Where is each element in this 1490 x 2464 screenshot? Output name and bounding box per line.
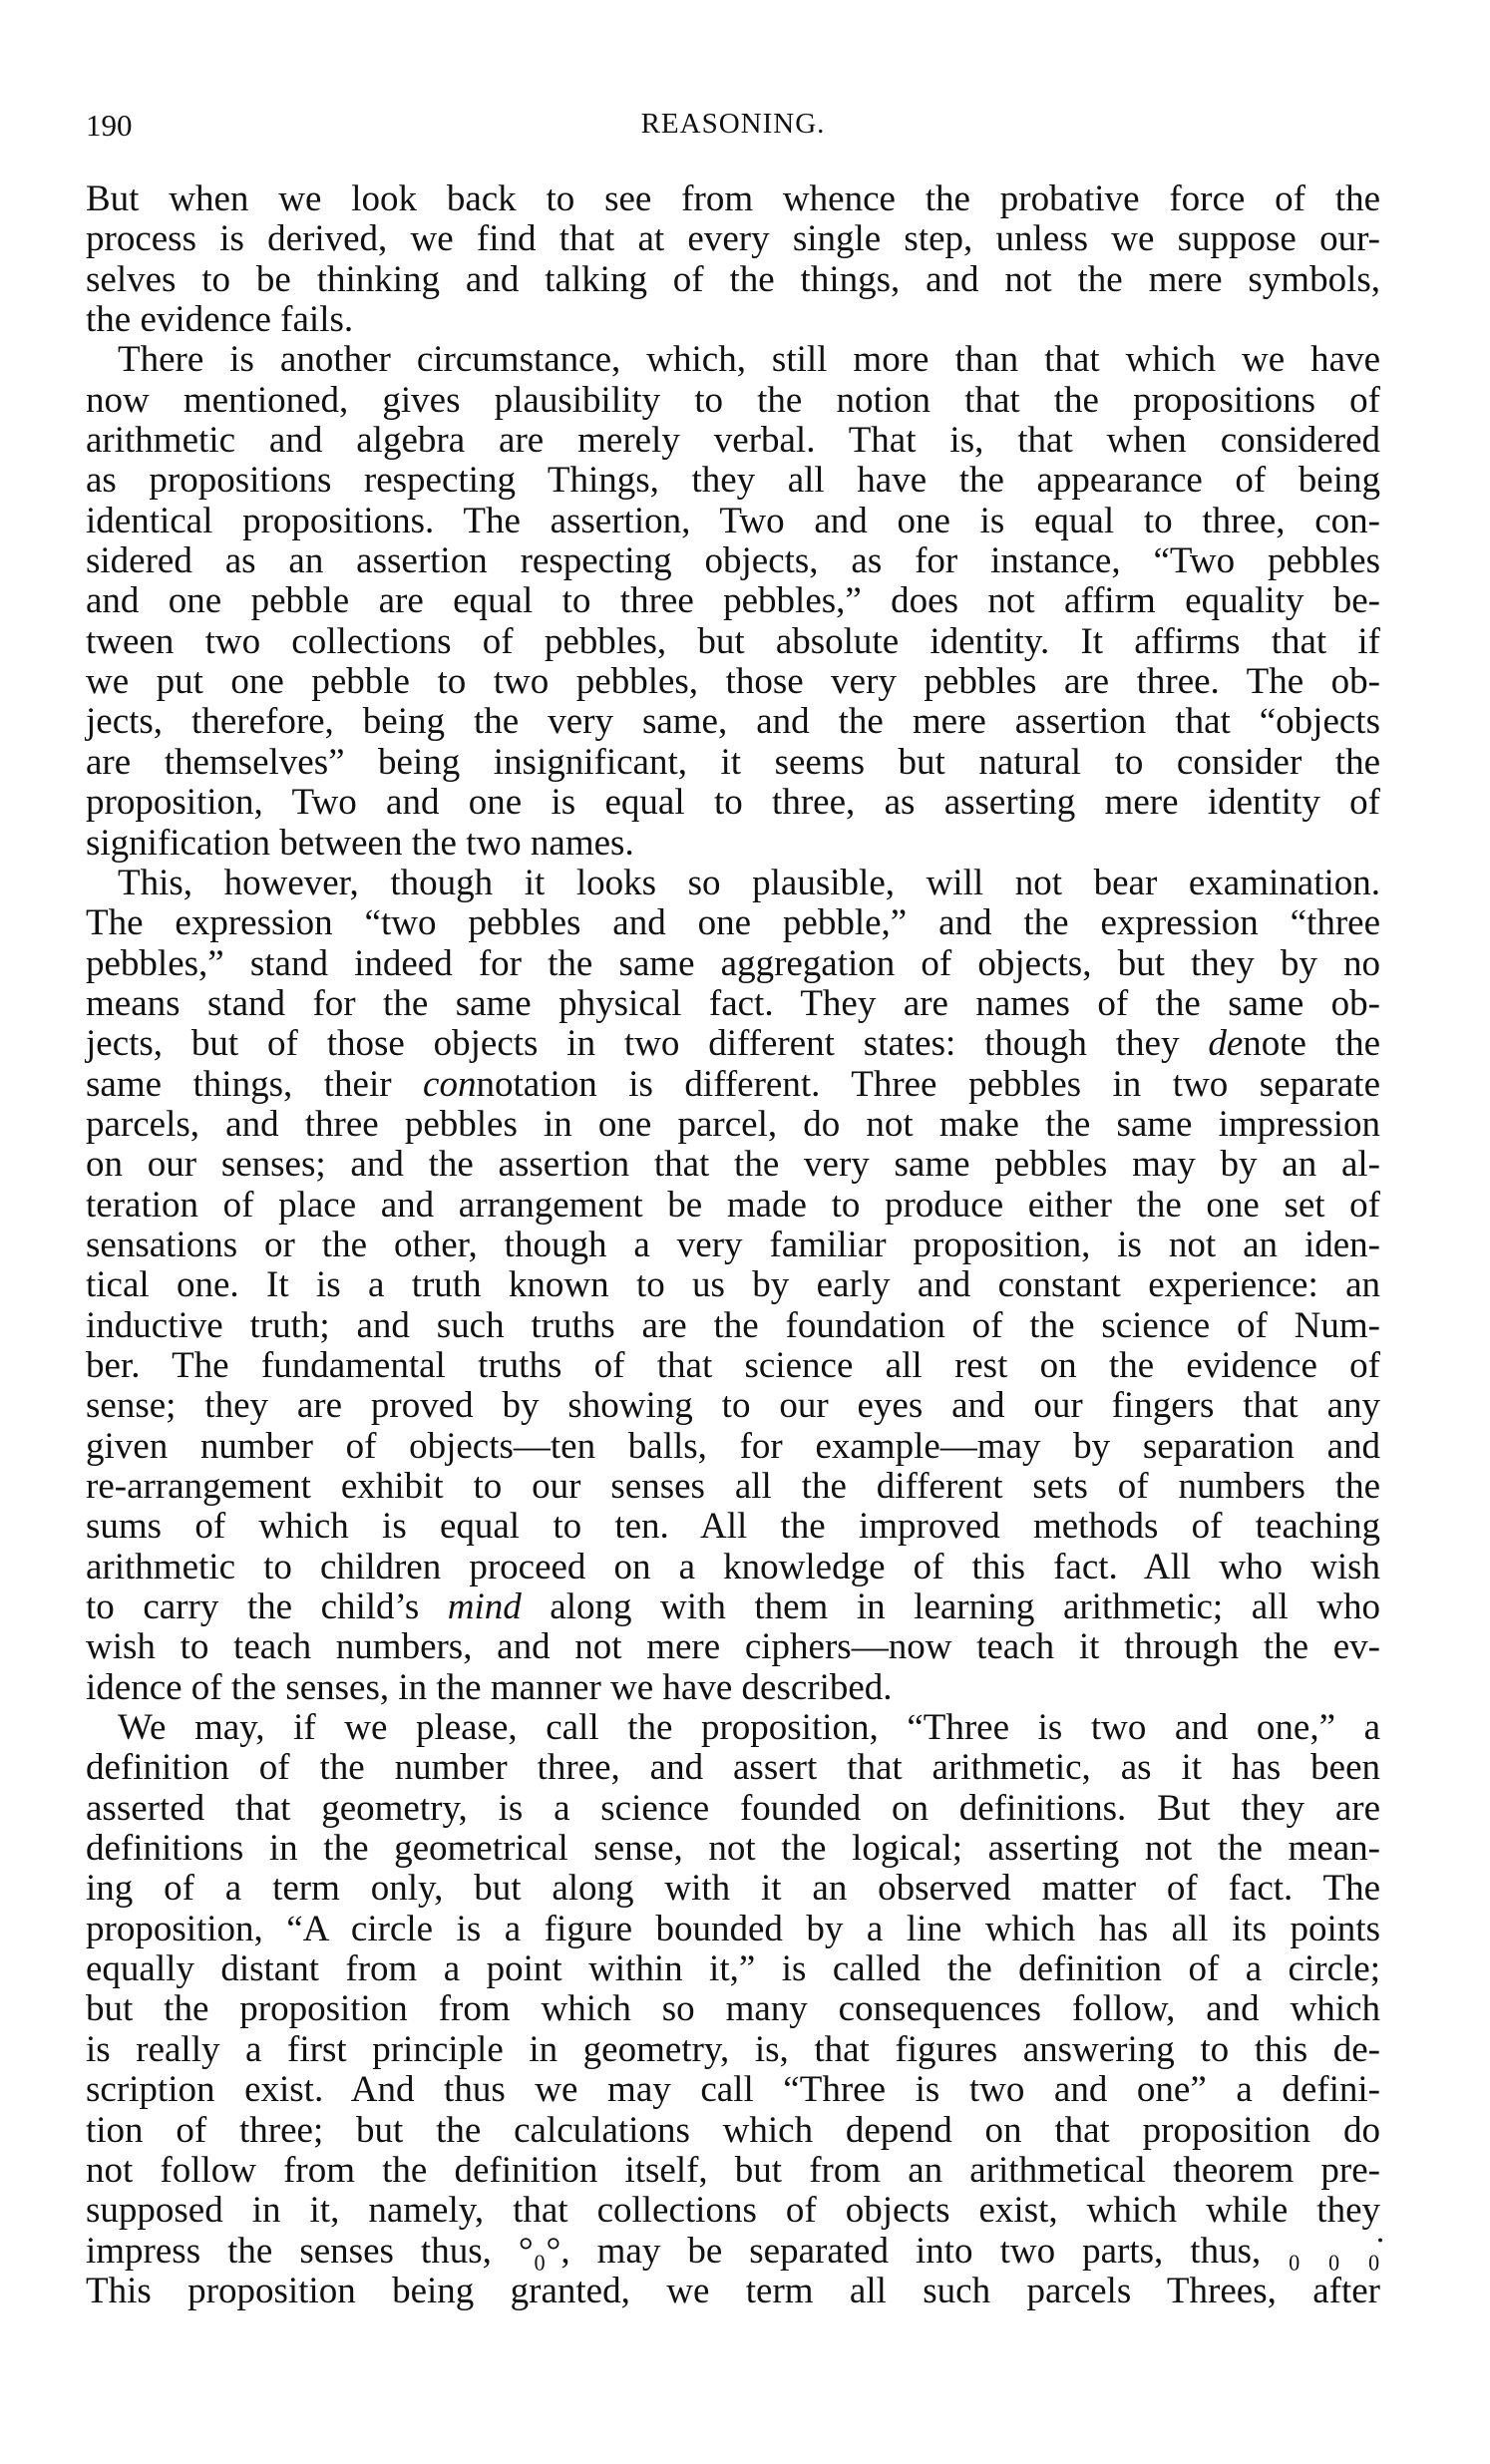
text-line: teration of place and arrangement be made to produce either the one set of xyxy=(86,1184,1380,1226)
page-header xyxy=(86,108,1380,148)
text-line: but the proposition from which so many consequences follow, and which xyxy=(86,1988,1380,2030)
italic-text: con xyxy=(423,1063,477,1105)
text-line: are themselves” being insignificant, it seems but natural to consider the xyxy=(86,741,1380,783)
text-line: wish to teach numbers, and not mere ciphers—now teach it through the ev- xyxy=(86,1626,1380,1668)
text-line: arithmetic and algebra are merely verbal. That is, that when considered xyxy=(86,420,1380,462)
text-line: We may, if we please, call the proposition, “Three is two and one,” a xyxy=(118,1707,1380,1749)
paragraph xyxy=(86,864,1380,1708)
text-line: is really a first principle in geometry, is, that figures answering to this de- xyxy=(86,2028,1380,2070)
paragraph xyxy=(86,340,1380,863)
text-line: sums of which is equal to ten. All the improved methods of teaching xyxy=(86,1506,1380,1548)
text-line: jects, but of those objects in two different states: though they denote the xyxy=(86,1023,1380,1065)
page-number: 190 xyxy=(86,108,133,143)
text-line: given number of objects—ten balls, for example—may by separation and xyxy=(86,1425,1380,1467)
text-line: idence of the senses, in the manner we have described. xyxy=(86,1666,893,1708)
text-line: The expression “two pebbles and one pebble,” and the expression “three xyxy=(86,902,1380,944)
text-line: signification between the two names. xyxy=(86,822,634,864)
text-line: ing of a term only, but along with it an observed matter of fact. The xyxy=(86,1868,1380,1910)
text-line: proposition, Two and one is equal to three, as asserting mere identity of xyxy=(86,782,1380,824)
text-line: now mentioned, gives plausibility to the notion that the propositions of xyxy=(86,379,1380,421)
text-line: sidered as an assertion respecting objects, as for instance, “Two pebbles xyxy=(86,540,1380,582)
text-line: to carry the child’s mind along with them in learning arithmetic; all who xyxy=(86,1586,1380,1628)
text-line: tical one. It is a truth known to us by early and constant experience: an xyxy=(86,1264,1380,1306)
text-line: definitions in the geometrical sense, not the logical; asserting not the mean- xyxy=(86,1828,1380,1870)
text-line: process is derived, we find that at every single step, unless we suppose our- xyxy=(86,218,1380,260)
text-line: as propositions respecting Things, they all have the appearance of being xyxy=(86,460,1380,502)
text-line: jects, therefore, being the very same, and the mere assertion that “objects xyxy=(86,701,1380,743)
text-line: the evidence fails. xyxy=(86,299,354,341)
text-line: identical propositions. The assertion, Two and one is equal to three, con- xyxy=(86,500,1380,541)
text-line: equally distant from a point within it,” is called the definition of a circle; xyxy=(86,1948,1380,1990)
text-line: on our senses; and the assertion that the very same pebbles may by an al- xyxy=(86,1144,1380,1186)
text-line: we put one pebble to two pebbles, those very pebbles are three. The ob- xyxy=(86,661,1380,703)
text-line: selves to be thinking and talking of the things, and not the mere symbols, xyxy=(86,258,1380,300)
page-body xyxy=(86,179,1380,2311)
paragraph xyxy=(86,1708,1380,2311)
text-line: There is another circumstance, which, still more than that which we have xyxy=(118,339,1380,381)
text-line: proposition, “A circle is a figure bounded by a line which has all its points xyxy=(86,1908,1380,1949)
text-line: But when we look back to see from whence the probative force of the xyxy=(86,178,1380,219)
text-line: means stand for the same physical fact. They are names of the same ob- xyxy=(86,982,1380,1024)
text-line: arithmetic to children proceed on a knowledge of this fact. All who wish xyxy=(86,1546,1380,1587)
text-line: not follow from the definition itself, but from an arithmetical theorem pre- xyxy=(86,2149,1380,2191)
text-line: tion of three; but the calculations which depend on that proposition do xyxy=(86,2109,1380,2151)
text-line: tween two collections of pebbles, but absolute identity. It affirms that if xyxy=(86,620,1380,662)
text-line: definition of the number three, and assert that arithmetic, as it has been xyxy=(86,1747,1380,1789)
text-line: sensations or the other, though a very familiar proposition, is not an iden- xyxy=(86,1224,1380,1265)
text-line: pebbles,” stand indeed for the same aggregation of objects, but they by no xyxy=(86,942,1380,984)
text-line: This, however, though it looks so plausible, will not bear examination. xyxy=(118,862,1380,903)
paragraph xyxy=(86,179,1380,340)
text-line: impress the senses thus, °₀°, may be separated into two parts, thus, ₀ ₀ ₀̇ xyxy=(86,2230,1380,2272)
text-line: and one pebble are equal to three pebbles,” does not affirm equality be- xyxy=(86,580,1380,622)
text-line: ber. The fundamental truths of that science all rest on the evidence of xyxy=(86,1344,1380,1386)
text-line: re-arrangement exhibit to our senses all the different sets of numbers the xyxy=(86,1466,1380,1507)
text-line: supposed in it, namely, that collections of objects exist, which while they xyxy=(86,2190,1380,2232)
text-line: This proposition being granted, we term all such parcels Threes, after xyxy=(86,2270,1380,2311)
text-line: sense; they are proved by showing to our eyes and our fingers that any xyxy=(86,1385,1380,1427)
text-line: same things, their connotation is different. Three pebbles in two separate xyxy=(86,1063,1380,1105)
italic-text: mind xyxy=(447,1586,522,1628)
text-line: parcels, and three pebbles in one parcel, do not make the same impression xyxy=(86,1103,1380,1145)
text-line: scription exist. And thus we may call “Three is two and one” a defini- xyxy=(86,2069,1380,2111)
text-line: inductive truth; and such truths are the foundation of the science of Num- xyxy=(86,1304,1380,1346)
text-line: asserted that geometry, is a science founded on definitions. But they are xyxy=(86,1787,1380,1829)
italic-text: de xyxy=(1208,1023,1244,1065)
running-title: REASONING. xyxy=(640,108,826,140)
